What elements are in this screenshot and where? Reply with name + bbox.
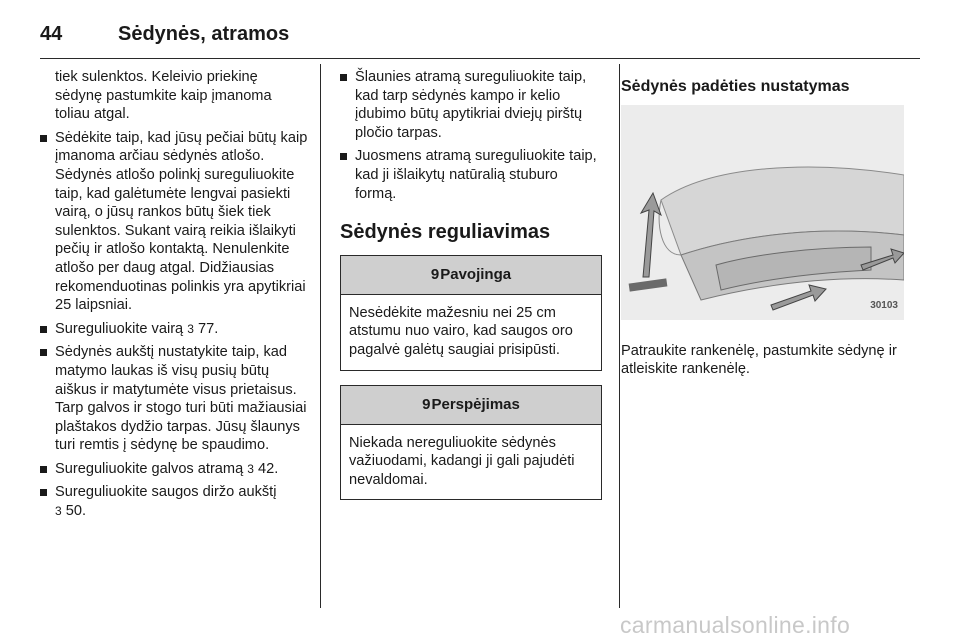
bullet-text: Sėdynės aukštį nustatykite taip, kad matymo laukas iš visų pusių būtų aiškus ir matytumėte visus prietaisus. Tarp galvos ir stogo turi būti mažiausiai plaštakos dydžio tarpas. Jūsų šlaunys turi remtis į sėdynę be spaudimo. <box>55 344 307 454</box>
column-divider-1 <box>320 64 321 608</box>
list-item <box>340 147 602 203</box>
page-header <box>40 14 920 54</box>
column-divider-2 <box>619 64 620 608</box>
page-ref-icon[interactable]: 3 <box>187 321 194 336</box>
bullet-icon <box>40 466 47 473</box>
page-ref[interactable]: 50. <box>61 503 87 520</box>
list-item <box>40 320 308 339</box>
page-ref-icon[interactable]: 3 <box>55 504 62 519</box>
list-item <box>40 343 308 455</box>
bullet-icon <box>40 349 47 356</box>
page-title: Sėdynės, atramos <box>118 22 290 45</box>
warning-box <box>340 385 602 501</box>
danger-header <box>341 256 601 295</box>
bullet-icon <box>340 74 347 81</box>
warning-text: Niekada nereguliuokite sėdynės važiuodami, kadangi ji gali pajudėti nevaldomai. <box>349 434 575 488</box>
list-item <box>40 483 308 520</box>
list-item <box>340 68 602 142</box>
seat-adjustment-illustration <box>621 105 904 320</box>
column-middle <box>340 68 602 514</box>
bullet-icon <box>40 489 47 496</box>
section-title: Sėdynės reguliavimas <box>340 221 551 244</box>
page-number: 44 <box>40 22 63 45</box>
danger-box <box>340 255 602 371</box>
header-rule <box>40 58 920 59</box>
bullet-icon <box>40 135 47 142</box>
watermark: carmanualsonline.info <box>620 612 851 638</box>
bullet-text: Juosmens atramą sureguliuokite taip, kad ji išlaikytų natūralią stuburo formą. <box>355 148 597 202</box>
subsection-title: Sėdynės padėties nustatymas <box>621 78 850 95</box>
warning-triangle-icon: 9 <box>430 265 440 283</box>
seat-drawing <box>621 105 904 320</box>
page-ref[interactable]: 42. <box>253 460 279 477</box>
page-ref[interactable]: 77. <box>193 320 219 337</box>
danger-title: Pavojinga <box>440 265 512 283</box>
figure-caption: Patraukite rankenėlę, pastumkite sėdynę ir atleiskite rankenėlę. <box>621 342 897 378</box>
warning-title: Perspėjimas <box>431 395 520 413</box>
bullet-text: Šlaunies atramą sureguliuokite taip, kad tarp sėdynės kampo ir kelio įdubimo būtų apytikriai dviejų pirštų pločio tarpas. <box>355 69 587 141</box>
warning-header <box>341 386 601 425</box>
column-right <box>621 68 903 379</box>
intro-paragraph: tiek sulenktos. Keleivio priekinę sėdynę pastumkite kaip įmanoma toliau atgal. <box>55 69 272 123</box>
page-ref-icon[interactable]: 3 <box>247 461 254 476</box>
list-item <box>40 460 308 479</box>
bullet-text: Sureguliuokite galvos atramą <box>55 460 244 477</box>
danger-text: Nesėdėkite mažesniu nei 25 cm atstumu nuo vairo, kad saugos oro pagalvė galėtų saugiai prisipūsti. <box>349 304 573 358</box>
bullet-icon <box>340 153 347 160</box>
warning-triangle-icon: 9 <box>422 395 431 413</box>
column-left <box>40 68 308 526</box>
bullet-text: Sėdėkite taip, kad jūsų pečiai būtų kaip įmanoma arčiau sėdynės atlošo. Sėdynės atlošo polinkį sureguliuokite taip, kad galėtumėte lengvai pasiekti vairą, o jūsų rankos būtų šiek tiek sulenktos. Sukant vairą reikia išlaikyti pečių ir atlošo kontaktą. Nenulenkite atlošo per daug atgal. Didžiausias rekomenduotinas polinkis yra apytikriai 25 laipsniai. <box>55 129 308 314</box>
bullet-text: Sureguliuokite saugos diržo aukštį <box>55 484 277 501</box>
figure-code: 30103 <box>870 300 898 311</box>
list-item <box>40 129 308 315</box>
bullet-text: Sureguliuokite vairą <box>55 320 184 337</box>
bullet-icon <box>40 326 47 333</box>
